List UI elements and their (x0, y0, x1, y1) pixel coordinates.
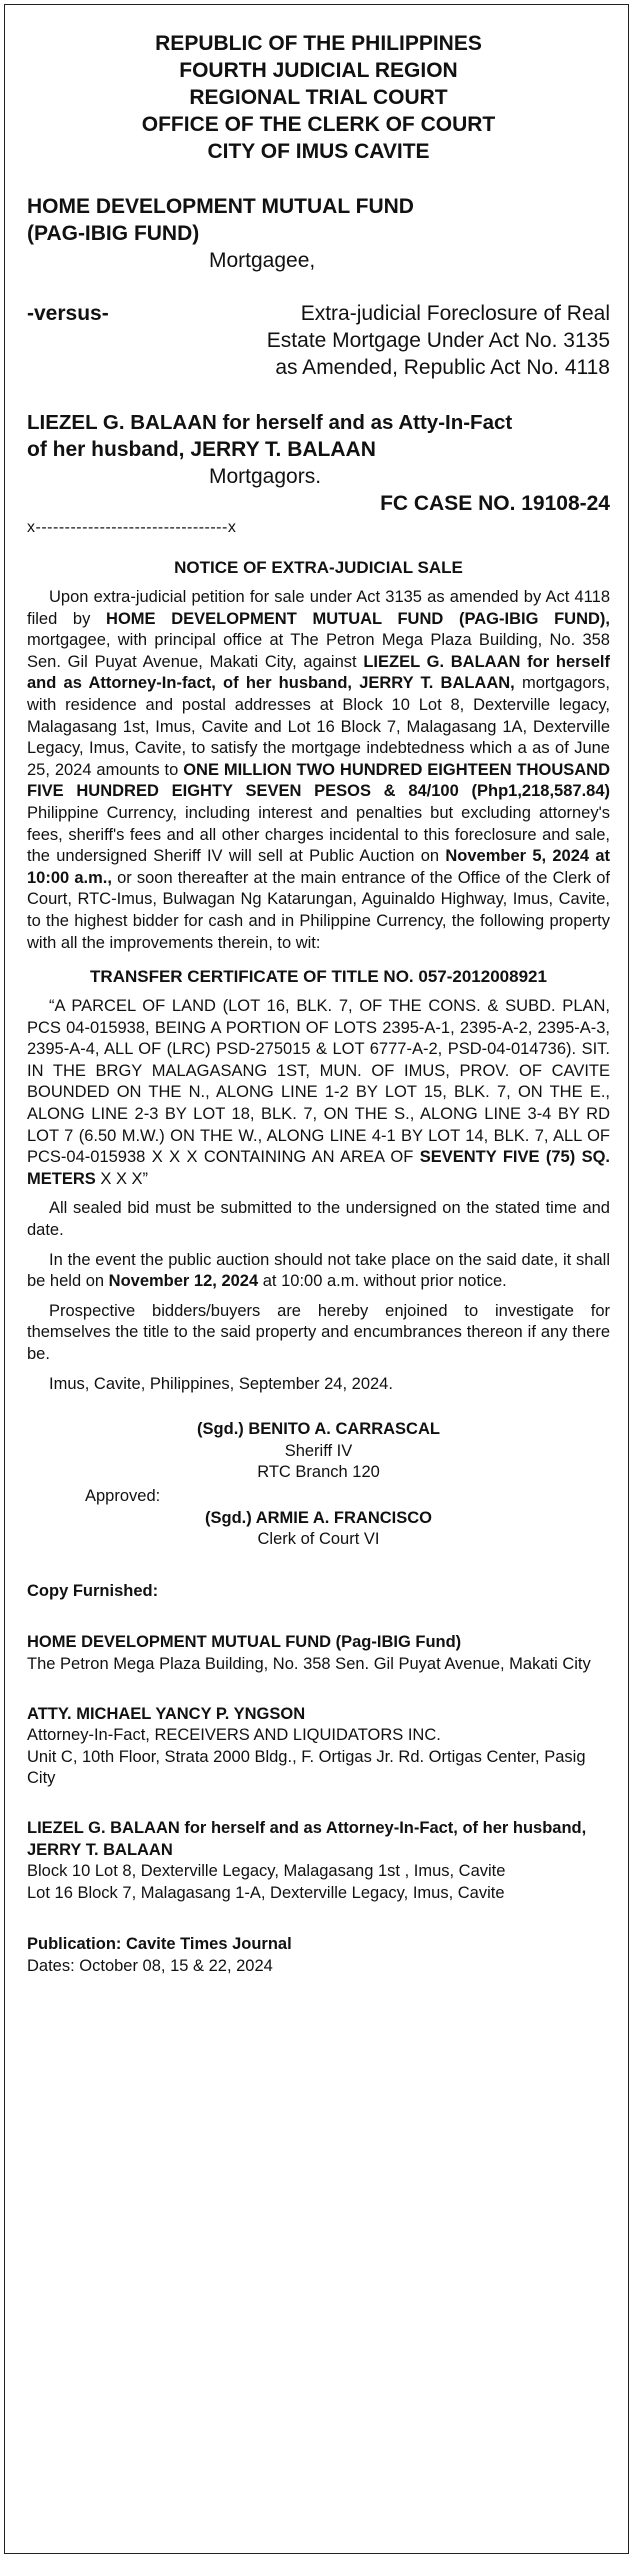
publication-info (27, 1934, 610, 1977)
text-run: Upon extra-judicial petition for sale under Act 3135 as amended by Act 4118 filed by (27, 588, 610, 628)
mortgagee-role: Mortgagee, (209, 249, 316, 272)
text-run: X X X” (95, 1169, 149, 1188)
text-run: Philippine Currency, including interest and penalties but excluding attorney's fees, sheriff's fees and all other charges incidental to this foreclosure and sale, the undersigned Sheriff IV will sell at Public Auction on (27, 803, 610, 866)
approved-label: Approved: (85, 1486, 161, 1505)
sheriff-name: (Sgd.) BENITO A. CARRASCAL (197, 1420, 440, 1439)
mortgagee-name: HOME DEVELOPMENT MUTUAL FUND (27, 195, 414, 218)
amount-due: ONE MILLION TWO HUNDRED EIGHTEEN THOUSAND FIVE HUNDRED EIGHTY SEVEN PESOS & 84/100 (Php1,218,587.84) (27, 760, 610, 801)
mortgagee-name-abbrev: (PAG-IBIG FUND) (27, 222, 200, 245)
clerk-signature (27, 1508, 610, 1551)
proceeding-line: as Amended, Republic Act No. 4118 (275, 356, 610, 379)
proceeding-line: Estate Mortgage Under Act No. 3135 (266, 329, 610, 352)
recipient-address: The Petron Mega Plaza Building, No. 358 Sen. Gil Puyat Avenue, Makati City (27, 1654, 591, 1673)
recipient-address: Lot 16 Block 7, Malagasang 1-A, Dexterville Legacy, Imus, Cavite (27, 1883, 505, 1902)
sealed-bid-paragraph: All sealed bid must be submitted to the undersigned on the stated time and date. (27, 1199, 610, 1240)
mortgagee-ref: HOME DEVELOPMENT MUTUAL FUND (PAG-IBIG FUND), (106, 609, 610, 628)
copy-furnished-heading: Copy Furnished: (27, 1581, 159, 1600)
property-area: SEVENTY FIVE (75) SQ. METERS (27, 1148, 610, 1188)
auction-date: November 5, 2024 at 10:00 a.m., (27, 847, 610, 887)
recipient-name: HOME DEVELOPMENT MUTUAL FUND (Pag-IBIG Fund) (27, 1633, 462, 1652)
reschedule-date: November 12, 2024 (108, 1272, 259, 1291)
mortgagors-name: of her husband, JERRY T. BALAAN (27, 438, 376, 461)
copy-furnished-item (27, 1704, 610, 1790)
main-paragraph (27, 587, 610, 954)
caption-line: OFFICE OF THE CLERK OF COURT (141, 113, 496, 136)
divider: x---------------------------------x (27, 519, 237, 536)
versus-block (27, 300, 610, 381)
reschedule-paragraph (27, 1250, 610, 1293)
recipient-address: Block 10 Lot 8, Dexterville Legacy, Malagasang 1st , Imus, Cavite (27, 1862, 506, 1881)
case-number: FC CASE NO. 19108-24 (380, 492, 610, 515)
publication-dates: Dates: October 08, 15 & 22, 2024 (27, 1956, 273, 1975)
place-date: Imus, Cavite, Philippines, September 24, 2024. (49, 1374, 393, 1393)
text-run: In the event the public auction should not take place on the said date, it shall be held on (27, 1250, 610, 1291)
text-run: “A PARCEL OF LAND (LOT 16, BLK. 7, OF THE CONS. & SUBD. PLAN, PCS 04-015938, BEING A PORTION OF LOTS 2395-A-1, 2395-A-2, 2395-A-3, 2395-A-4, ALL OF (LRC) PSD-275015 & LOT 6777-A-2, PSD-04-014736). SIT. IN THE BRGY MALAGASANG 1ST, MUN. OF IMUS, PROV. OF CAVITE BOUNDED ON THE N., ALONG LINE 1-2 BY LOT 15, BLK. 7, ON THE E., ALONG LINE 2-3 BY LOT 18, BLK. 7, ON THE S., ALONG LINE 3-4 BY RD LOT 7 (6.50 M.W.) ON THE W., ALONG LINE 4-1 BY LOT 14, BLK. 7, ALL OF PCS-04-015938 X X X CONTAINING AN AREA OF (27, 997, 610, 1167)
caption-line: REGIONAL TRIAL COURT (189, 86, 448, 109)
property-description (27, 996, 610, 1190)
mortgagee-block (27, 193, 610, 274)
mortgagors-ref: LIEZEL G. BALAAN for herself and as Attorney-In-fact, of her husband, JERRY T. BALAAN, (27, 652, 610, 693)
sheriff-title: Sheriff IV (284, 1441, 353, 1460)
mortgagors-role: Mortgagors. (209, 465, 322, 488)
text-run: at 10:00 a.m. without prior notice. (258, 1272, 507, 1291)
publication-label: Publication: Cavite Times Journal (27, 1935, 292, 1954)
mortgagors-block (27, 409, 610, 490)
bidders-paragraph: Prospective bidders/buyers are hereby enjoined to investigate for themselves the title to the said property and encumbrances thereon if any there be. (27, 1301, 610, 1363)
copy-furnished-item (27, 1818, 610, 1904)
text-run: or soon thereafter at the main entrance of the Office of the Clerk of Court, RTC-Imus, Bulwagan Ng Katarungan, Aguinaldo Highway, Imus, Cavite, to the highest bidder for cash and in Philippine Currency, the following property with all the improvements therein, to wit: (27, 868, 610, 952)
text-run: mortgagee, with principal office at The Petron Mega Plaza Building, No. 358 Sen. Gil Puyat Avenue, Makati City, against (27, 631, 610, 671)
recipient-name: ATTY. MICHAEL YANCY P. YNGSON (27, 1704, 306, 1723)
recipient-address: Attorney-In-Fact, RECEIVERS AND LIQUIDATORS INC. (27, 1726, 441, 1745)
clerk-title: Clerk of Court VI (257, 1530, 380, 1549)
versus-label: -versus- (27, 302, 109, 325)
caption-line: CITY OF IMUS CAVITE (207, 140, 430, 163)
title-certificate: TRANSFER CERTIFICATE OF TITLE NO. 057-2012008921 (90, 967, 547, 987)
mortgagors-name: LIEZEL G. BALAAN for herself and as Atty-In-Fact (27, 411, 513, 434)
court-caption (27, 30, 610, 165)
sheriff-branch: RTC Branch 120 (257, 1463, 380, 1482)
notice-body (27, 587, 610, 1395)
caption-line: FOURTH JUDICIAL REGION (179, 59, 458, 82)
proceeding-line: Extra-judicial Foreclosure of Real (300, 302, 610, 325)
text-run: mortgagors, with residence and postal addresses at Block 10 Lot 8, Dexterville legacy, Malagasang 1st, Imus, Cavite and Lot 16 Block 7, Malagasang 1A, Dexterville Legacy, Imus, Cavite, to satisfy the mortgage indebtedness which a as of June 25, 2024 amounts to (27, 674, 610, 779)
sheriff-signature (27, 1419, 610, 1484)
clerk-name: (Sgd.) ARMIE A. FRANCISCO (204, 1508, 432, 1527)
notice-title: NOTICE OF EXTRA-JUDICIAL SALE (174, 558, 463, 577)
copy-furnished-item (27, 1632, 610, 1675)
legal-notice (27, 30, 610, 1977)
recipient-address: Unit C, 10th Floor, Strata 2000 Bldg., F. Ortigas Jr. Rd. Ortigas Center, Pasig City (27, 1747, 586, 1788)
caption-line: REPUBLIC OF THE PHILIPPINES (155, 32, 482, 55)
recipient-name: LIEZEL G. BALAAN for herself and as Attorney-In-Fact, of her husband, JERRY T. BALAAN (27, 1818, 587, 1859)
